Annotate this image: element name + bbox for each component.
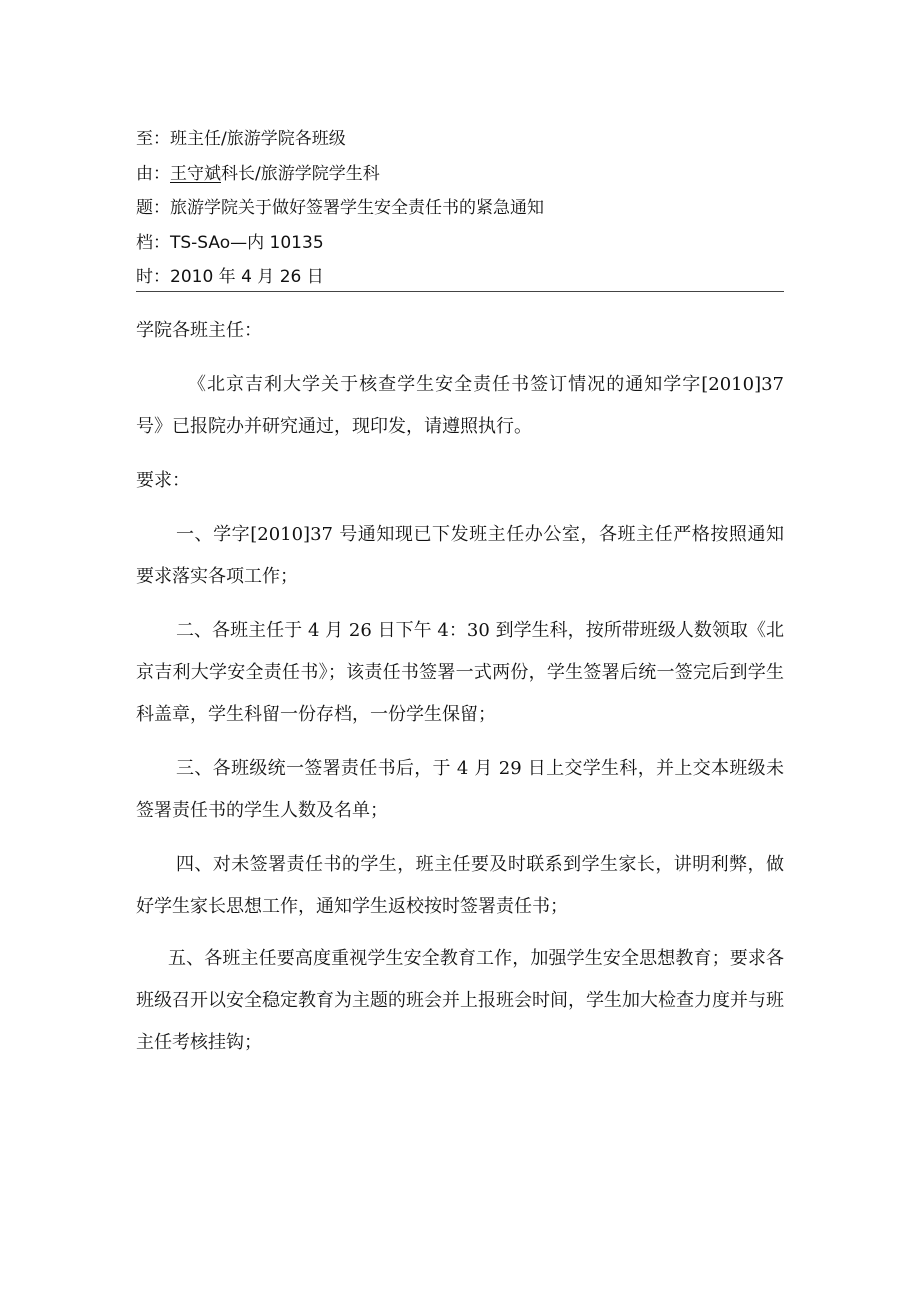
memo-from-label: 由： <box>136 163 170 184</box>
memo-to-value: 班主任/旅游学院各班级 <box>170 129 346 149</box>
memo-date-value: 2010 年 4 月 26 日 <box>170 267 324 287</box>
memo-file-row <box>136 226 784 261</box>
requirement-item: 二、各班主任于 4 月 26 日下午 4：30 到学生科，按所带班级人数领取《北京吉利大学安全责任书》；该责任书签署一式两份，学生签署后统一签完后到学生科盖章，学生科留一份存档，一份学生保留； <box>136 620 784 725</box>
memo-from-rest: 科长/旅游学院学生科 <box>221 163 380 184</box>
memo-to-row <box>136 122 784 157</box>
requirement-item: 四、对未签署责任书的学生，班主任要及时联系到学生家长，讲明利弊，做好学生家长思想工作，通知学生返校按时签署责任书； <box>136 854 784 917</box>
requirement-item: 一、学字[2010]37 号通知现已下发班主任办公室，各班主任严格按照通知要求落实各项工作； <box>136 524 784 587</box>
requirements-heading: 要求： <box>136 470 190 491</box>
header-divider <box>136 291 784 292</box>
requirement-item: 五、各班主任要高度重视学生安全教育工作，加强学生安全思想教育；要求各班级召开以安全稳定教育为主题的班会并上报班会时间，学生加大检查力度并与班主任考核挂钩； <box>136 948 784 1053</box>
memo-file-label: 档： <box>136 232 170 253</box>
memo-date-row <box>136 260 784 295</box>
document-body <box>136 310 790 1064</box>
memo-subject-value: 旅游学院关于做好签署学生安全责任书的紧急通知 <box>170 198 544 218</box>
memo-file-value: TS-SAo—内 10135 <box>170 232 324 253</box>
memo-subject-label: 题： <box>136 198 170 218</box>
salutation: 学院各班主任： <box>136 320 262 341</box>
memo-date-label: 时： <box>136 267 170 287</box>
memo-from-row <box>136 157 784 192</box>
memo-subject-row <box>136 191 784 226</box>
intro-paragraph: 《北京吉利大学关于核查学生安全责任书签订情况的通知学字[2010]37 号》已报院办并研究通过，现印发，请遵照执行。 <box>136 374 790 437</box>
memo-to-label: 至： <box>136 129 170 149</box>
memo-from-name: 王守斌 <box>170 163 221 184</box>
requirement-item: 三、各班级统一签署责任书后，于 4 月 29 日上交学生科，并上交本班级未签署责任书的学生人数及名单； <box>136 758 784 821</box>
memo-header <box>136 122 784 295</box>
